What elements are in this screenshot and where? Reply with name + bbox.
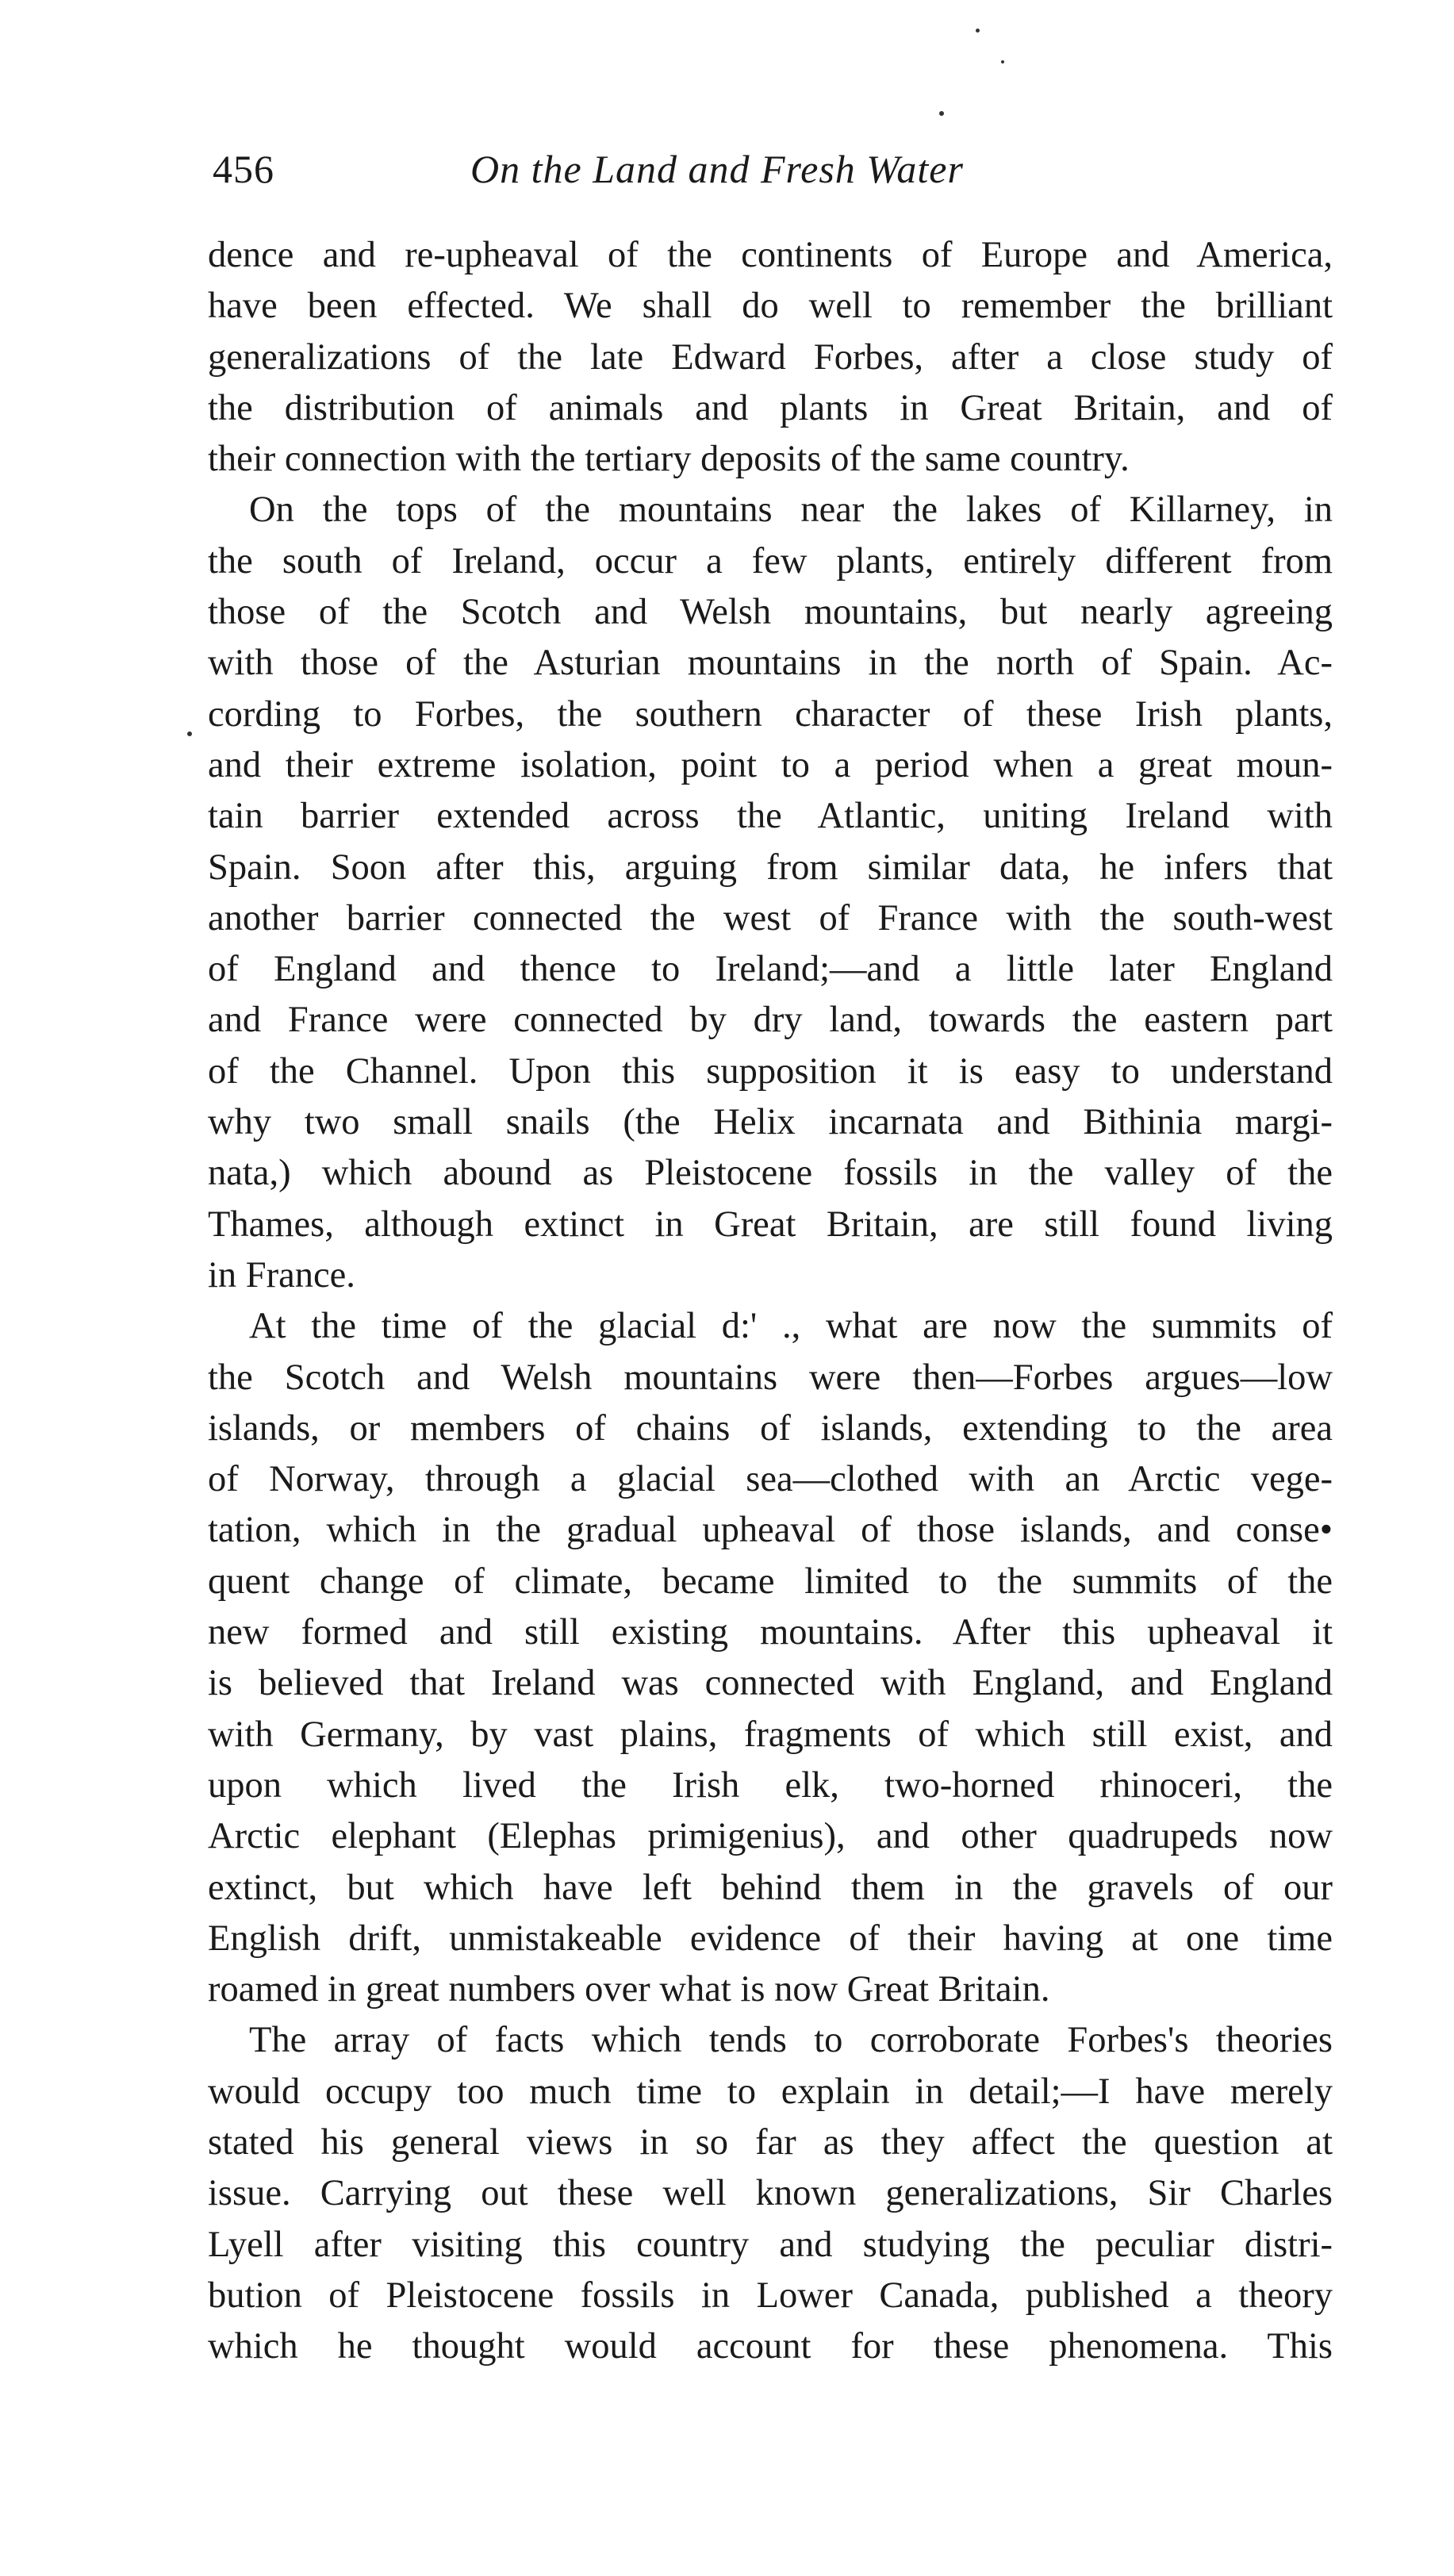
text-line: the Scotch and Welsh mountains were then—Forbes argues—low: [208, 1357, 1333, 1398]
text-line: cording to Forbes, the southern character of these Irish plants,: [208, 693, 1333, 735]
text-line: quent change of climate, became limited to the summits of the: [208, 1561, 1333, 1602]
paragraph: [208, 485, 1333, 1301]
text-line: Thames, although extinct in Great Britain, are still found living: [208, 1204, 1333, 1245]
text-line: On the tops of the mountains near the lakes of Killarney, in: [249, 489, 1333, 531]
text-line: issue. Carrying out these well known generalizations, Sir Charles: [208, 2173, 1333, 2214]
text-line: bution of Pleistocene fossils in Lower Canada, published a theory: [208, 2275, 1333, 2316]
text-line: another barrier connected the west of France with the south-west: [208, 897, 1333, 939]
text-line: those of the Scotch and Welsh mountains, but nearly agreeing: [208, 592, 1333, 633]
print-speck: [1001, 60, 1004, 63]
text-line: is believed that Ireland was connected with England, and England: [208, 1663, 1333, 1704]
paragraph: [208, 230, 1333, 485]
text-line: At the time of the glacial d:' ., what are now the summits of: [249, 1306, 1333, 1347]
text-line: and France were connected by dry land, towards the eastern part: [208, 1000, 1333, 1041]
body-text: [208, 230, 1333, 2372]
text-line: in France.: [208, 1254, 355, 1296]
paragraph: [208, 1301, 1333, 2015]
paragraph: [208, 2015, 1333, 2372]
print-speck: [187, 731, 192, 736]
print-speck: [939, 111, 944, 116]
text-line: generalizations of the late Edward Forbes, after a close study of: [208, 336, 1333, 378]
text-line: tation, which in the gradual upheaval of those islands, and conse•: [208, 1510, 1333, 1551]
text-line: would occupy too much time to explain in detail;—I have merely: [208, 2071, 1333, 2112]
text-line: stated his general views in so far as they affect the question at: [208, 2121, 1333, 2163]
text-line: new formed and still existing mountains. After this upheaval it: [208, 1612, 1333, 1653]
text-line: with those of the Asturian mountains in the north of Spain. Ac-: [208, 643, 1333, 684]
text-line: extinct, but which have left behind them in the gravels of our: [208, 1867, 1333, 1908]
text-line: the distribution of animals and plants in Great Britain, and of: [208, 387, 1333, 428]
text-line: which he thought would account for these phenomena. This: [208, 2326, 1333, 2367]
text-line: of Norway, through a glacial sea—clothed with an Arctic vege-: [208, 1459, 1333, 1500]
running-head: [213, 141, 1323, 197]
text-line: their connection with the tertiary deposits of the same country.: [208, 439, 1130, 480]
text-line: dence and re-upheaval of the continents of Europe and America,: [208, 235, 1333, 275]
running-title: On the Land and Fresh Water: [470, 147, 964, 191]
text-line: tain barrier extended across the Atlantic, uniting Ireland with: [208, 796, 1333, 837]
text-line: roamed in great numbers over what is now Great Britain.: [208, 1969, 1050, 2010]
text-line: of England and thence to Ireland;—and a little later England: [208, 949, 1333, 990]
text-line: Arctic elephant (Elephas primigenius), and other quadrupeds now: [208, 1816, 1333, 1857]
text-line: islands, or members of chains of islands, extending to the area: [208, 1407, 1333, 1449]
text-line: and their extreme isolation, point to a period when a great moun-: [208, 744, 1333, 785]
text-line: with Germany, by vast plains, fragments of which still exist, and: [208, 1714, 1333, 1755]
text-line: The array of facts which tends to corroborate Forbes's theories: [249, 2020, 1333, 2061]
text-line: English drift, unmistakeable evidence of their having at one time: [208, 1918, 1333, 1959]
text-line: Spain. Soon after this, arguing from similar data, he infers that: [208, 847, 1333, 888]
text-line: Lyell after visiting this country and studying the peculiar distri-: [208, 2224, 1333, 2265]
text-line: upon which lived the Irish elk, two-horned rhinoceri, the: [208, 1764, 1333, 1806]
text-line: of the Channel. Upon this supposition it is easy to understand: [208, 1050, 1333, 1092]
text-line: have been effected. We shall do well to remember the brilliant: [208, 286, 1333, 327]
print-speck: [976, 29, 980, 33]
text-line: nata,) which abound as Pleistocene fossils in the valley of the: [208, 1153, 1333, 1194]
text-line: why two small snails (the Helix incarnata and Bithinia margi-: [208, 1102, 1333, 1143]
page-number: 456: [213, 147, 274, 191]
text-line: the south of Ireland, occur a few plants, entirely different from: [208, 540, 1333, 582]
